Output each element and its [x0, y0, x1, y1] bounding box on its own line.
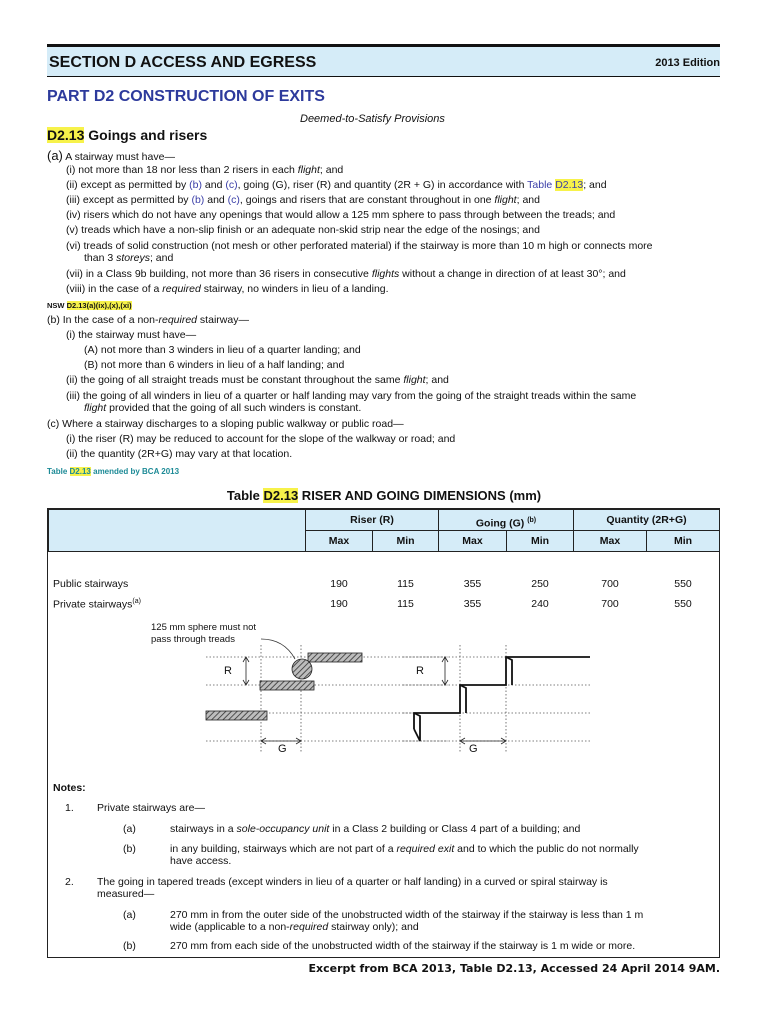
subhead-going-min: Min: [506, 530, 574, 552]
link-c[interactable]: (c): [225, 179, 238, 191]
sphere-note: 125 mm sphere must not pass through treads: [151, 622, 257, 645]
table-title: Table D2.13 RISER AND GOING DIMENSIONS (mm): [226, 488, 542, 503]
para-b-ii: (ii) the going of all straight treads must be constant throughout the same flight; and: [66, 374, 449, 386]
section-header: [47, 44, 720, 77]
para-a-i: (i) not more than 18 nor less than 2 risers in each flight; and: [66, 164, 344, 176]
para-a-vii: (vii) in a Class 9b building, not more than 36 risers in consecutive flights without a change in direction of at least 30°; and: [66, 268, 626, 280]
note-2a-text: 270 mm in from the outer side of the unobstructed width of the stairway if the stairway is less than 1 m: [170, 909, 644, 921]
para-b-A: (A) not more than 3 winders in lieu of a quarter landing; and: [84, 344, 361, 356]
amendment-note[interactable]: Table D2.13 amended by BCA 2013: [47, 467, 180, 476]
value-cell: 115: [397, 598, 414, 610]
note-2b-label: (b): [123, 940, 136, 952]
edition-label: 2013 Edition: [655, 57, 720, 69]
para-a-viii: (viii) in the case of a required stairway, no winders in lieu of a landing.: [66, 283, 389, 295]
col-group-going: Going (G) $^{(b)}$: [438, 509, 574, 531]
note-1b-text: in any building, stairways which are not part of a required exit and to which the public do not normally: [170, 843, 639, 855]
col-group-riser: Riser (R): [305, 509, 439, 531]
para-a-vi-cont: than 3 storeys; and: [84, 252, 174, 264]
r-label-right: R: [416, 665, 424, 677]
para-b-i: (i) the stairway must have—: [66, 329, 197, 341]
guide-lines: [206, 645, 590, 752]
row-label: Private stairways$^{(a)}$: [53, 598, 141, 611]
subhead-riser-max: Max: [305, 530, 373, 552]
para-c-ii: (ii) the quantity (2R+G) may vary at that location.: [66, 448, 293, 460]
r-label-left: R: [224, 665, 232, 677]
para-a-ii: (ii) except as permitted by (b) and (c), going (G), riser (R) and quantity (2R + G) in accordance with Table D2.13; and: [66, 179, 607, 191]
value-cell: 355: [463, 598, 482, 610]
subhead-going-max: Max: [438, 530, 507, 552]
value-cell: 250: [531, 578, 549, 590]
notes-heading: Notes:: [53, 782, 86, 794]
note-1-number: 1.: [65, 802, 74, 814]
value-cell: 550: [674, 598, 692, 610]
link-table[interactable]: Table: [527, 179, 556, 191]
section-title: SECTION D ACCESS AND EGRESS: [49, 54, 317, 71]
para-c-i: (i) the riser (R) may be reduced to account for the slope of the walkway or road; and: [66, 433, 456, 445]
part-title: PART D2 CONSTRUCTION OF EXITS: [47, 88, 325, 105]
para-a-iii: (iii) except as permitted by (b) and (c), goings and risers that are constant throughout in one flight; and: [66, 194, 540, 206]
para-b-intro: (b) In the case of a non-required stairway—: [47, 314, 249, 326]
deemed-to-satisfy-label: Deemed-to-Satisfy Provisions: [300, 113, 445, 125]
col-group-quantity: Quantity (2R+G): [573, 509, 720, 531]
stair-diagram: [48, 617, 719, 777]
clause-heading: [47, 127, 207, 143]
stair-profile: [414, 657, 590, 729]
tread-middle: [260, 681, 314, 690]
link-b[interactable]: (b): [191, 194, 205, 206]
clause-code: D2.13: [47, 127, 85, 143]
note-1a-text: stairways in a sole-occupancy unit in a Class 2 building or Class 4 part of a building; and: [170, 823, 581, 835]
note-2a-text-cont: wide (applicable to a non-required stairway only); and: [170, 921, 419, 933]
para-a-vi: (vi) treads of solid construction (not mesh or other perforated material) if the stairway is more than 10 m high or connects more: [66, 240, 653, 252]
g-dimension-right: [460, 738, 506, 744]
link-c[interactable]: (c): [227, 194, 240, 206]
para-c-intro: (c) Where a stairway discharges to a sloping public walkway or public road—: [47, 418, 404, 430]
note-1b-text-cont: have access.: [170, 855, 232, 867]
note-2-number: 2.: [65, 876, 74, 888]
tread-top: [308, 653, 362, 662]
note-1a-label: (a): [123, 823, 136, 835]
g-label-right: G: [469, 743, 478, 755]
r-dimension-left: [243, 657, 249, 685]
note-2a-label: (a): [123, 909, 136, 921]
para-b-B: (B) not more than 6 winders in lieu of a half landing; and: [84, 359, 345, 371]
para-a-iv: (iv) risers which do not have any openings that would allow a 125 mm sphere to pass through between the treads; and: [66, 209, 616, 221]
value-cell: 355: [463, 578, 482, 590]
subhead-riser-min: Min: [372, 530, 439, 552]
value-cell: 240: [531, 598, 549, 610]
r-dimension-right: [442, 657, 448, 685]
note-1-text: Private stairways are—: [97, 802, 205, 814]
note-2b-text: 270 mm from each side of the unobstructed width of the stairway if the stairway is 1 m wide or more.: [170, 940, 636, 952]
leader-line: [261, 639, 295, 659]
stair-diagram-svg: [48, 617, 719, 777]
subhead-quantity-max: Max: [573, 530, 647, 552]
riser-going-table: [47, 508, 720, 958]
para-b-iii: (iii) the going of all winders in lieu of a quarter or half landing may vary from the going of the straight treads within the same: [66, 390, 637, 402]
value-cell: 190: [330, 578, 348, 590]
para-a-intro: (a) A stairway must have—: [47, 148, 175, 163]
value-cell: 190: [330, 598, 348, 610]
value-cell: 700: [601, 598, 619, 610]
note-2-text: The going in tapered treads (except winders in lieu of a quarter or half landing) in a curved or spiral stairway is: [97, 876, 608, 888]
tread-bottom: [206, 711, 267, 720]
value-cell: 115: [397, 578, 414, 590]
subhead-quantity-min: Min: [646, 530, 720, 552]
link-b[interactable]: (b): [189, 179, 202, 191]
nsw-variation-note[interactable]: NSW D2.13(a)(ix),(x),(xi): [47, 301, 132, 310]
g-label-left: G: [278, 743, 287, 755]
row-label: Public stairways: [53, 578, 129, 590]
clause-title: Goings and risers: [88, 127, 208, 143]
para-b-iii-cont: flight provided that the going of all such winders is constant.: [84, 402, 362, 414]
sphere-icon: [292, 659, 312, 679]
note-2-text-cont: measured—: [97, 888, 155, 900]
para-a-v: (v) treads which have a non-slip finish or an adequate non-skid strip near the edge of the nosings; and: [66, 224, 540, 236]
value-cell: 550: [674, 578, 692, 590]
table-header-blank: [48, 509, 306, 552]
excerpt-footer: Excerpt from BCA 2013, Table D2.13, Accessed 24 April 2014 9AM.: [308, 962, 720, 975]
note-1b-label: (b): [123, 843, 136, 855]
value-cell: 700: [601, 578, 619, 590]
